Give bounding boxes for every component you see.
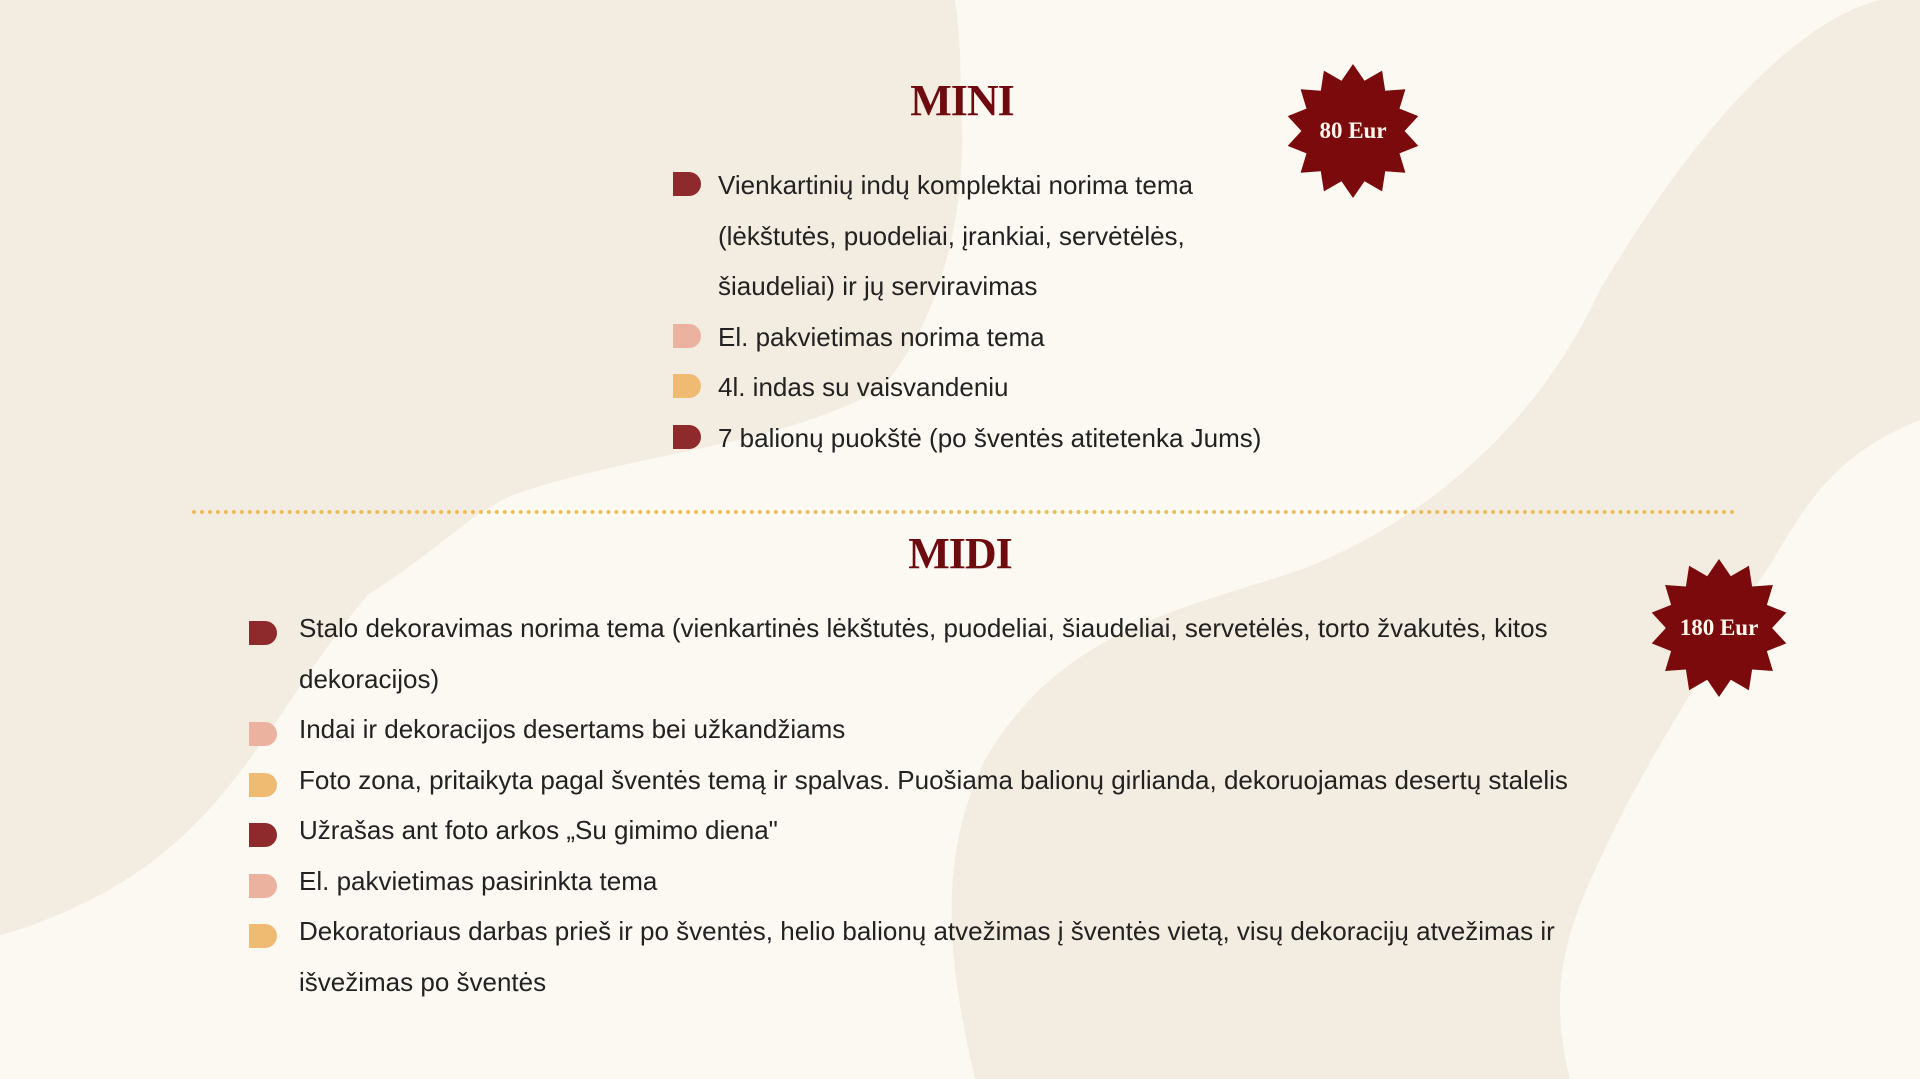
bullet-icon <box>249 722 277 746</box>
item-text-line: Dekoratoriaus darbas prieš ir po šventės, helio balionų atvežimas į šventės vietą, visų dekoracijų atvežimas ir <box>299 916 1555 946</box>
bullet-icon <box>673 374 701 398</box>
list-item <box>249 755 1669 806</box>
mini-items-list <box>673 160 1373 463</box>
bullet-icon <box>673 425 701 449</box>
bullet-icon <box>249 924 277 948</box>
price-midi: 180 Eur <box>1679 615 1759 640</box>
item-text-line: Užrašas ant foto arkos „Su gimimo diena" <box>299 815 778 845</box>
bullet-icon <box>249 621 277 645</box>
item-text-line: išvežimas po šventės <box>299 966 547 997</box>
list-item <box>673 362 1373 413</box>
item-text-line: Foto zona, pritaikyta pagal šventės temą ir spalvas. Puošiama balionų girlianda, dekoruojamas desertų stalelis <box>299 764 1568 795</box>
item-text-line: 7 balionų puokštė (po šventės atitetenka Jums) <box>718 422 1262 453</box>
list-item <box>249 704 1669 755</box>
item-text-line: Indai ir dekoracijos desertams bei užkandžiams <box>299 714 846 744</box>
item-text-line: (lėkštutės, puodeliai, įrankiai, servėtėlės, <box>718 220 1185 251</box>
bullet-icon <box>249 823 277 847</box>
item-text-line: dekoracijos) <box>299 663 440 694</box>
section-divider <box>192 510 1736 514</box>
midi-title: MIDI <box>908 529 1012 578</box>
list-item <box>249 906 1669 1007</box>
midi-items-list <box>249 603 1669 1007</box>
item-text-line: El. pakvietimas norima tema <box>718 321 1045 352</box>
list-item <box>673 160 1373 312</box>
price-mini: 80 Eur <box>1319 118 1387 143</box>
bullet-icon <box>249 773 277 797</box>
item-text-line: Vienkartinių indų komplektai norima tema <box>718 170 1193 200</box>
item-text-line: Stalo dekoravimas norima tema (vienkartinės lėkštutės, puodeliai, šiaudeliai, servetėlės, torto žvakutės, kitos <box>299 613 1548 643</box>
item-text-line: El. pakvietimas pasirinkta tema <box>299 865 658 896</box>
price-badge-midi <box>1650 559 1788 697</box>
item-text-line: šiaudeliai) ir jų serviravimas <box>718 271 1038 301</box>
list-item <box>673 413 1373 464</box>
list-item <box>249 603 1669 704</box>
bullet-icon <box>673 324 701 348</box>
list-item <box>249 856 1669 907</box>
bullet-icon <box>673 172 701 196</box>
mini-title: MINI <box>910 76 1014 125</box>
item-text-line: 4l. indas su vaisvandeniu <box>718 372 1009 402</box>
bullet-icon <box>249 874 277 898</box>
list-item <box>673 312 1373 363</box>
list-item <box>249 805 1669 856</box>
